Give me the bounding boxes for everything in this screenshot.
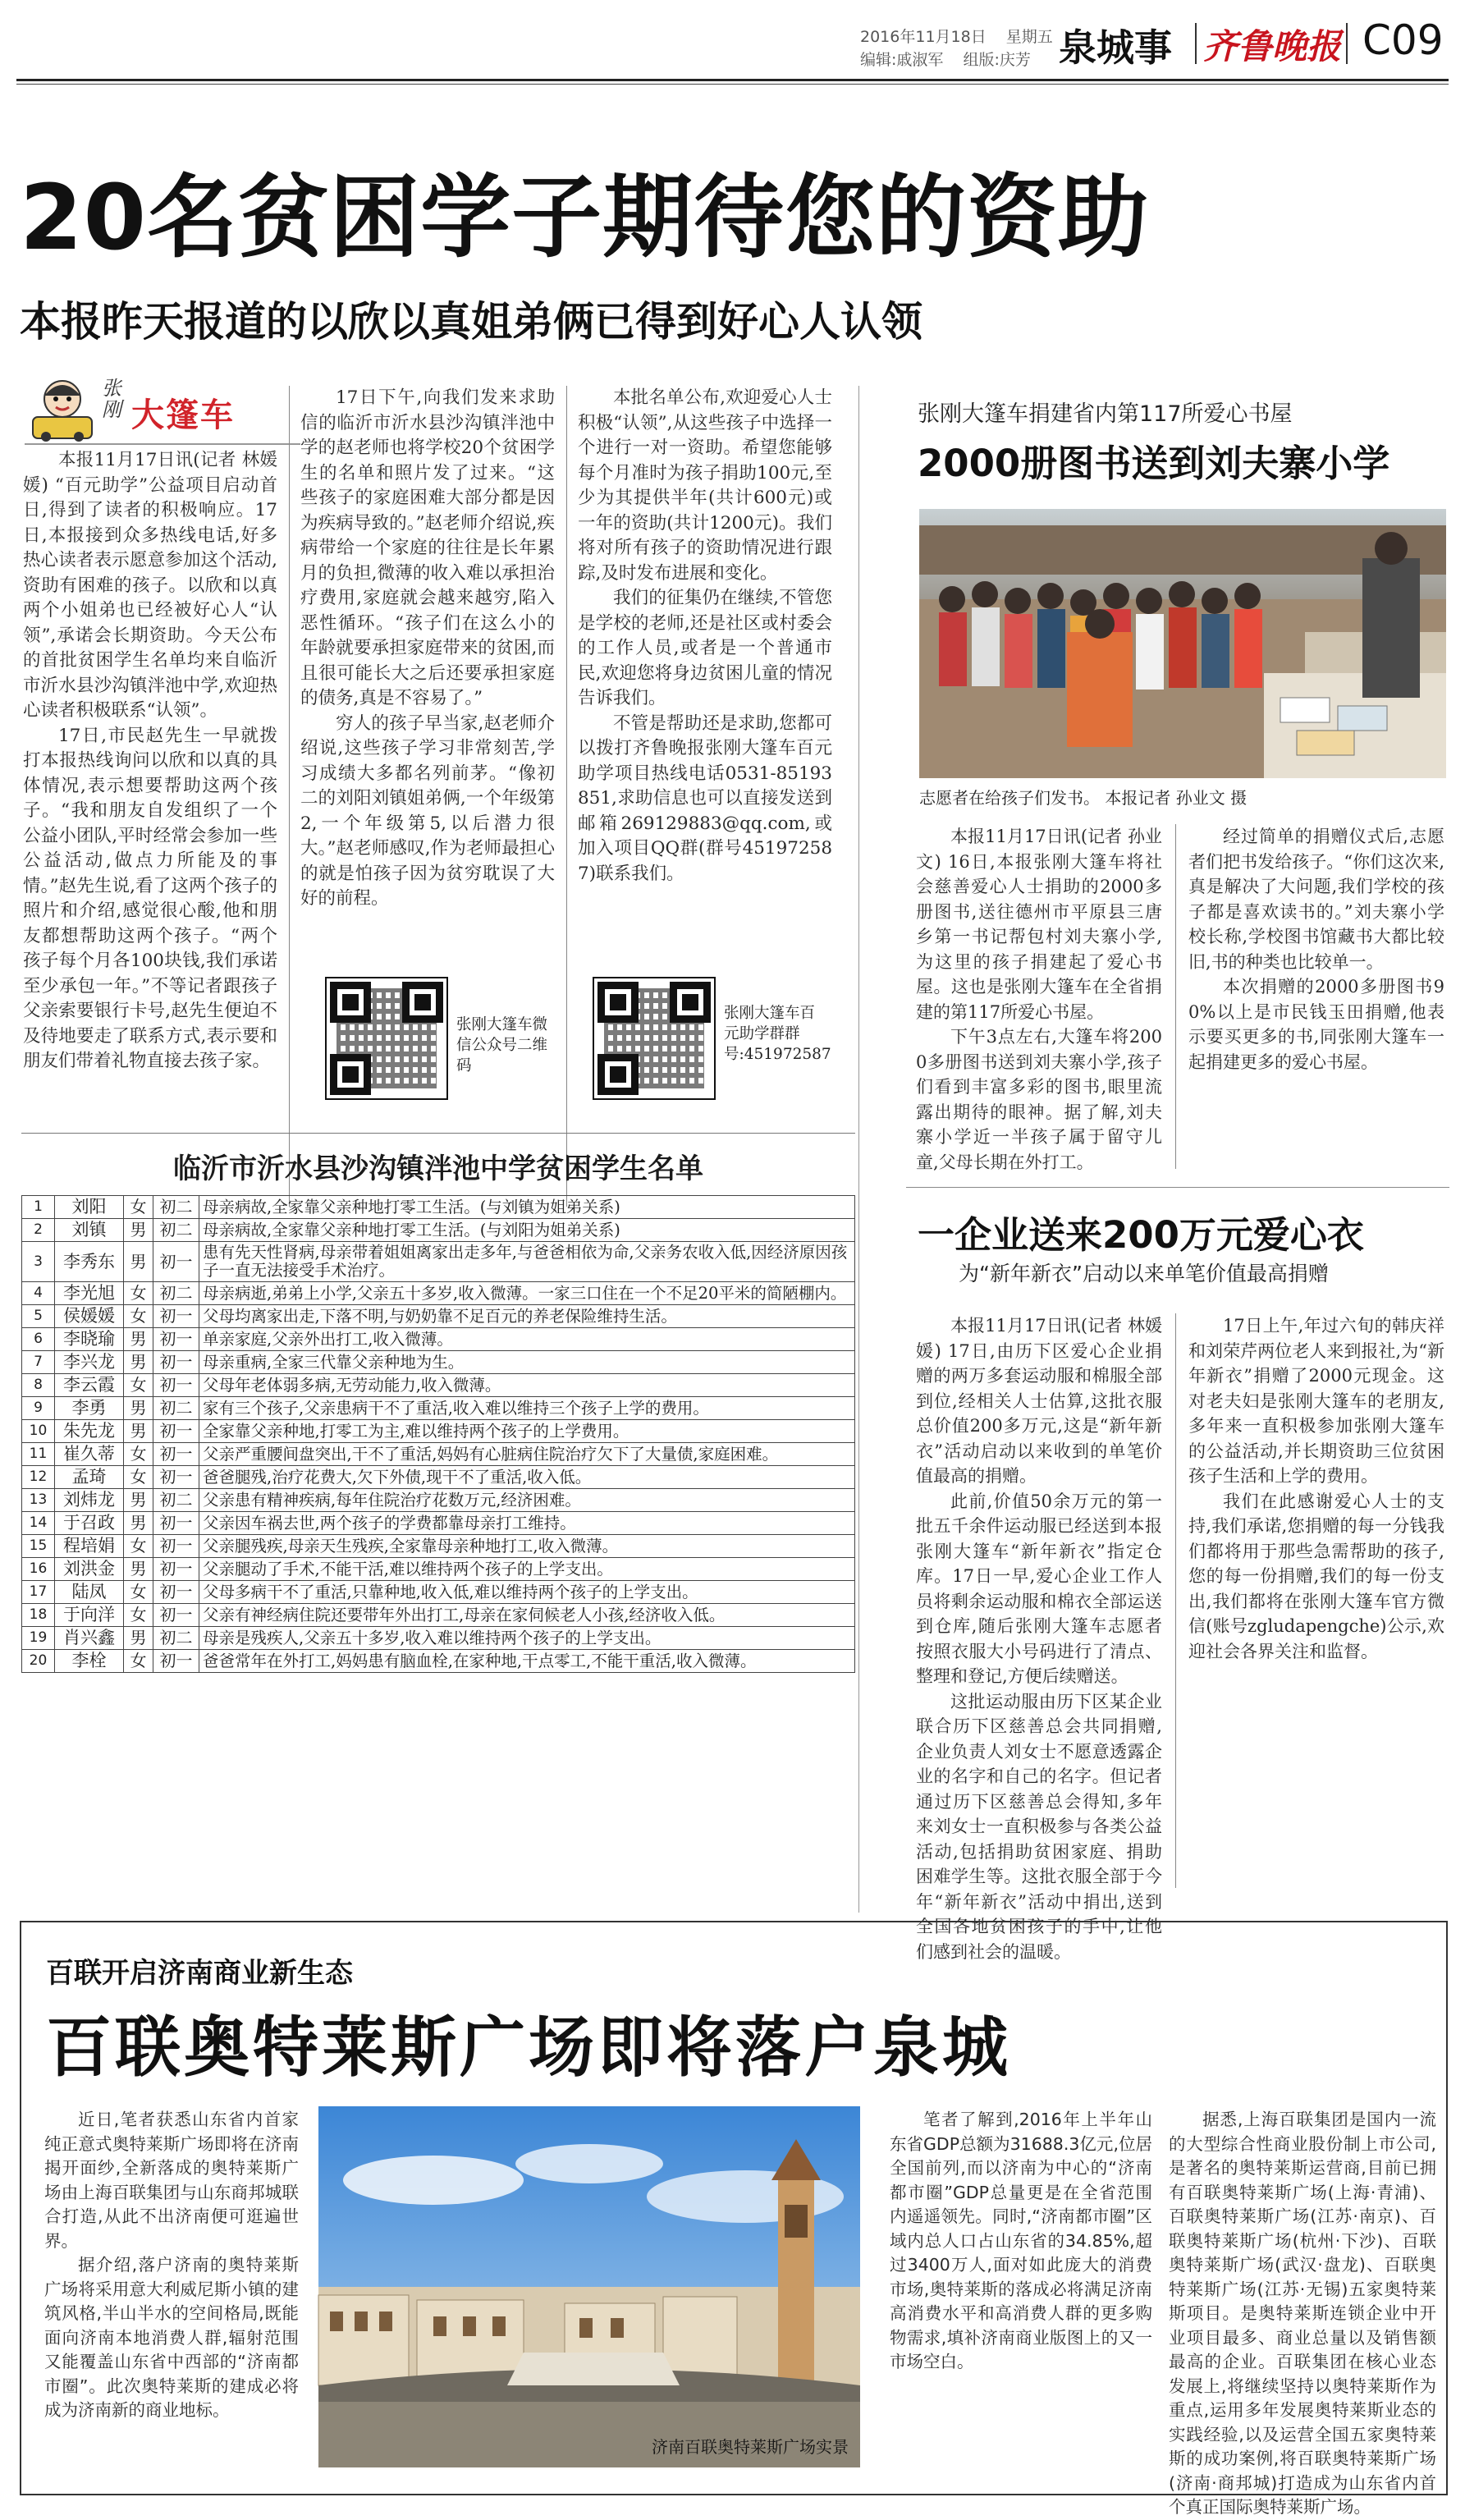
- student-situation: 母亲重病,全家三代靠父亲种地为生。: [199, 1351, 855, 1374]
- table-title: 临沂市沂水县沙沟镇泮池中学贫困学生名单: [173, 1152, 703, 1185]
- student-name: 刘炜龙: [55, 1489, 124, 1512]
- layout-credit: 组版:庆芳: [963, 51, 1031, 69]
- student-name: 李光旭: [55, 1282, 124, 1305]
- student-situation: 父母多病干不了重活,只靠种地,收入低,难以维持两个孩子的上学支出。: [199, 1581, 855, 1604]
- column-brand: 大篷车: [131, 396, 235, 434]
- column-divider: [566, 386, 567, 1207]
- row-number: 11: [22, 1443, 55, 1466]
- story3-col1: [916, 1313, 1162, 1962]
- column-person: 张刚: [102, 377, 121, 421]
- student-grade: 初一: [153, 1305, 199, 1328]
- wechat-qr-caption: 张刚大篷车微信公众号二维码: [456, 1016, 548, 1074]
- story3-para-3: 这批运动服由历下区某企业联合历下区慈善总会共同捐赠,企业负责人刘女士不愿意透露企业的名字和自己的名字。但记者通过历下区慈善总会得知,多年来刘女士一直积极参与各类公益活动,包括捐助贫困家庭、捐助困难学生等。这批衣服全部于今年“新年新衣”活动中捐出,送到全国各地贫困孩子的手中,让他们感到社会的温暖。: [916, 1691, 1162, 1962]
- student-sex: 男: [124, 1351, 153, 1374]
- section-name: 泉城事: [1059, 25, 1172, 70]
- cartoon-avatar-icon: [30, 371, 95, 440]
- story1-col2: [300, 386, 555, 977]
- story1-para-3: 17日下午,向我们发来求助信的临沂市沂水县沙沟镇泮池中学的赵老师也将学校20个贫困学生的名单和照片发了过来。“这些孩子的家庭困难大部分都是因为疾病导致的。”赵老师介绍说,疾病带给一个家庭的往往是长年累月的负担,微薄的收入难以承担治疗费用,家庭就会越来越穷,陷入恶性循环。“孩子们在这么小的年龄就要承担家庭带来的贫困,而且很可能长大之后还要承担家庭的债务,真是不容易了。”: [300, 387, 555, 708]
- ad-photo: [318, 2106, 860, 2467]
- student-name: 肖兴鑫: [55, 1627, 124, 1650]
- table-row: [22, 1512, 855, 1535]
- student-name: 于向洋: [55, 1604, 124, 1627]
- row-number: 15: [22, 1535, 55, 1558]
- ad-kicker: 百联开启济南商业新生态: [46, 1957, 353, 1990]
- story2-title: 2000册图书送到刘夫寨小学: [918, 442, 1390, 485]
- row-number: 6: [22, 1328, 55, 1351]
- story1-col3: [578, 386, 832, 977]
- row-number: 9: [22, 1397, 55, 1420]
- row-number: 1: [22, 1196, 55, 1219]
- ad-col3: [1169, 2108, 1436, 2517]
- student-sex: 男: [124, 1627, 153, 1650]
- student-sex: 女: [124, 1535, 153, 1558]
- student-sex: 女: [124, 1466, 153, 1489]
- student-grade: 初一: [153, 1581, 199, 1604]
- student-grade: 初一: [153, 1374, 199, 1397]
- main-subheadline: 本报昨天报道的以欣以真姐弟俩已得到好心人认领: [20, 298, 922, 346]
- row-number: 12: [22, 1466, 55, 1489]
- row-number: 20: [22, 1650, 55, 1673]
- row-number: 16: [22, 1558, 55, 1581]
- student-grade: 初一: [153, 1242, 199, 1282]
- student-name: 李勇: [55, 1397, 124, 1420]
- student-sex: 男: [124, 1397, 153, 1420]
- student-grade: 初一: [153, 1420, 199, 1443]
- student-situation: 父亲患有精神疾病,每年住院治疗花数万元,经济困难。: [199, 1489, 855, 1512]
- table-row: [22, 1305, 855, 1328]
- wechat-qr-code: [325, 977, 448, 1100]
- row-number: 13: [22, 1489, 55, 1512]
- student-situation: 爸爸常年在外打工,妈妈患有脑血栓,在家种地,干点零工,不能干重活,收入微薄。: [199, 1650, 855, 1673]
- student-name: 李秀东: [55, 1242, 124, 1282]
- student-grade: 初二: [153, 1196, 199, 1219]
- story1-para-5: 本批名单公布,欢迎爱心人士积极“认领”,从这些孩子中选择一个进行一对一资助。希望您能够每个月准时为孩子捐助100元,至少为其提供半年(共计600元)或一年的资助(共计1200元)。我们将对所有孩子的资助情况进行跟踪,及时发布进展和变化。: [578, 387, 832, 584]
- student-sex: 女: [124, 1650, 153, 1673]
- story2-photo: [919, 509, 1446, 778]
- masthead-rule: [16, 79, 1449, 81]
- story2-para-4: 本次捐赠的2000多册图书90%以上是市民钱玉田捐赠,他表示要买更多的书,同张刚大篷车一起捐建更多的爱心书屋。: [1188, 977, 1444, 1072]
- story3-para-1: 本报11月17日讯(记者 林媛媛) 17日,由历下区爱心企业捐赠的两万多套运动服和棉服全部到位,经相关人士估算,这批衣服总价值200多万元,这是“新年新衣”活动启动以来收到的单笔价值最高的捐赠。: [916, 1316, 1162, 1486]
- story2-col2: [1188, 824, 1444, 1169]
- student-name: 刘镇: [55, 1219, 124, 1242]
- student-sex: 女: [124, 1581, 153, 1604]
- student-sex: 男: [124, 1558, 153, 1581]
- student-grade: 初二: [153, 1282, 199, 1305]
- student-name: 侯媛媛: [55, 1305, 124, 1328]
- story2-para-2: 下午3点左右,大篷车将2000多册图书送到刘夫寨小学,孩子们看到丰富多彩的图书,眼里流露出期待的眼神。据了解,刘夫寨小学近一半孩子属于留守儿童,父母长期在外打工。: [916, 1027, 1162, 1172]
- table-row: [22, 1420, 855, 1443]
- row-number: 4: [22, 1282, 55, 1305]
- student-situation: 父亲腿动了手术,不能干活,难以维持两个孩子的上学支出。: [199, 1558, 855, 1581]
- student-grade: 初二: [153, 1627, 199, 1650]
- student-situation: 父亲严重腰间盘突出,干不了重活,妈妈有心脏病住院治疗欠下了大量债,家庭困难。: [199, 1443, 855, 1466]
- ad-photo-caption: 济南百联奥特莱斯广场实景: [652, 2437, 849, 2457]
- table-row: [22, 1219, 855, 1242]
- row-number: 2: [22, 1219, 55, 1242]
- student-sex: 女: [124, 1305, 153, 1328]
- page-number: C09: [1362, 16, 1444, 64]
- student-name: 朱先龙: [55, 1420, 124, 1443]
- story2-col1: [916, 824, 1162, 1172]
- student-grade: 初一: [153, 1558, 199, 1581]
- student-grade: 初一: [153, 1328, 199, 1351]
- story3-subtitle: 为“新年新衣”启动以来单笔价值最高捐赠: [959, 1262, 1329, 1285]
- qq-group-qr-caption: 张刚大篷车百元助学群群号:451972587: [724, 1005, 831, 1063]
- table-row: [22, 1558, 855, 1581]
- student-situation: 母亲病故,全家靠父亲种地打零工生活。(与刘镇为姐弟关系): [199, 1196, 855, 1219]
- story1-para-1: 本报11月17日讯(记者 林媛媛) “百元助学”公益项目启动首日,得到了读者的积极响应。17日,本报接到众多热线电话,好多热心读者表示愿意参加这个活动,资助有困难的孩子。以欣和以真两个小姐弟也已经被好心人“认领”,承诺会长期资助。今天公布的首批贫困学生名单均来自临沂市沂水县沙沟镇泮池中学,欢迎热心读者积极联系“认领”。: [23, 450, 277, 721]
- student-sex: 女: [124, 1282, 153, 1305]
- ad-para-4: 据悉,上海百联集团是国内一流的大型综合性商业股份制上市公司,是著名的奥特莱斯运营商,目前已拥有百联奥特莱斯广场(上海·青浦)、百联奥特莱斯广场(江苏·南京)、百联奥特莱斯广场(杭州·下沙)、百联奥特莱斯广场(武汉·盘龙)、百联奥特莱斯广场(江苏·无锡)五家奥特莱斯项目。是奥特莱斯连锁企业中开业项目最多、商业总量以及销售额最高的企业。百联集团在核心业态发展上,将继续坚持以奥特莱斯作为重点,运用多年发展奥特莱斯业态的实践经验,以及运营全国五家奥特莱斯的成功案例,将百联奥特莱斯广场(济南·商邦城)打造成为山东省内首个真正国际奥特莱斯广场。: [1169, 2110, 1436, 2517]
- student-situation: 父亲腿残疾,母亲天生残疾,全家靠母亲种地打工,收入微薄。: [199, 1535, 855, 1558]
- student-table: [21, 1195, 855, 1673]
- row-number: 17: [22, 1581, 55, 1604]
- masthead: [0, 0, 1465, 82]
- student-situation: 父母年老体弱多病,无劳动能力,收入微薄。: [199, 1374, 855, 1397]
- masthead-divider-2: [1346, 23, 1348, 64]
- table-row: [22, 1466, 855, 1489]
- table-row: [22, 1627, 855, 1650]
- story3-para-4: 17日上午,年过六旬的韩庆祥和刘荣芹两位老人来到报社,为“新年新衣”捐赠了2000元现金。这对老夫妇是张刚大篷车的老朋友,多年来一直积极参加张刚大篷车的公益活动,并长期资助三位贫困孩子生活和上学的费用。: [1188, 1316, 1444, 1486]
- ad-para-1: 近日,笔者获悉山东省内首家纯正意式奥特莱斯广场即将在济南揭开面纱,全新落成的奥特莱斯广场由上海百联集团与山东商邦城联合打造,从此不出济南便可逛遍世界。: [44, 2110, 299, 2251]
- student-situation: 父亲因车祸去世,两个孩子的学费都靠母亲打工维持。: [199, 1512, 855, 1535]
- student-sex: 男: [124, 1242, 153, 1282]
- student-name: 孟琦: [55, 1466, 124, 1489]
- row-number: 19: [22, 1627, 55, 1650]
- student-grade: 初二: [153, 1397, 199, 1420]
- student-situation: 全家靠父亲种地,打零工为主,难以维持两个孩子的上学费用。: [199, 1420, 855, 1443]
- student-situation: 爸爸腿残,治疗花费大,欠下外债,现干不了重活,收入低。: [199, 1466, 855, 1489]
- row-number: 18: [22, 1604, 55, 1627]
- student-name: 李晓瑜: [55, 1328, 124, 1351]
- paper-logo: 齐鲁晚报: [1203, 26, 1342, 66]
- student-grade: 初一: [153, 1351, 199, 1374]
- ad-col2: [890, 2108, 1152, 2486]
- table-row: [22, 1604, 855, 1627]
- story2-kicker: 张刚大篷车捐建省内第117所爱心书屋: [918, 401, 1293, 427]
- table-row: [22, 1196, 855, 1219]
- student-grade: 初二: [153, 1219, 199, 1242]
- student-sex: 女: [124, 1443, 153, 1466]
- column-divider: [1175, 824, 1176, 1169]
- student-name: 刘阳: [55, 1196, 124, 1219]
- table-row: [22, 1443, 855, 1466]
- student-name: 李栓: [55, 1650, 124, 1673]
- section-divider: [858, 386, 859, 1913]
- story2-para-1: 本报11月17日讯(记者 孙业文) 16日,本报张刚大篷车将社会慈善爱心人士捐助的2000多册图书,送往德州市平原县三唐乡第一书记帮包村刘夫寨小学,为这里的孩子捐建起了爱心书屋。这也是张刚大篷车在全省捐建的第117所爱心书屋。: [916, 827, 1162, 1022]
- issue-date: 2016年11月18日: [860, 28, 987, 46]
- table-row: [22, 1282, 855, 1305]
- table-top-rule: [21, 1133, 855, 1134]
- student-situation: 母亲病逝,弟弟上小学,父亲五十多岁,收入微薄。一家三口住在一个不足20平米的简陋棚内。: [199, 1282, 855, 1305]
- student-name: 于召政: [55, 1512, 124, 1535]
- student-grade: 初一: [153, 1535, 199, 1558]
- column-logo: [30, 368, 300, 442]
- masthead-rule-thin: [16, 84, 1449, 85]
- row-number: 3: [22, 1242, 55, 1282]
- story1-para-4: 穷人的孩子早当家,赵老师介绍说,这些孩子学习非常刻苦,学习成绩大多都名列前茅。“像初二的刘阳刘镇姐弟俩,一个年级第2,一个年级第5,以后潜力很大。”赵老师感叹,作为老师最担心的就是怕孩子因为贫穷耽误了大好的前程。: [300, 712, 555, 909]
- column-divider: [1175, 1313, 1176, 1888]
- row-number: 8: [22, 1374, 55, 1397]
- student-name: 陆凤: [55, 1581, 124, 1604]
- student-sex: 女: [124, 1196, 153, 1219]
- table-row: [22, 1397, 855, 1420]
- story3-para-2: 此前,价值50余万元的第一批五千余件运动服已经送到本报张刚大篷车“新年新衣”指定仓库。17日一早,爱心企业工作人员将剩余运动服和棉衣全部运送到仓库,随后张刚大篷车志愿者按照衣服大小号码进行了清点、整理和登记,方便后续赠送。: [916, 1491, 1162, 1686]
- column-divider: [289, 386, 290, 1207]
- table-row: [22, 1374, 855, 1397]
- table-row: [22, 1650, 855, 1673]
- student-name: 李云霞: [55, 1374, 124, 1397]
- student-situation: 父亲有神经病住院还要带年外出打工,母亲在家伺候老人小孩,经济收入低。: [199, 1604, 855, 1627]
- student-sex: 男: [124, 1420, 153, 1443]
- qq-group-qr-code: [593, 977, 716, 1100]
- table-row: [22, 1535, 855, 1558]
- student-situation: 患有先天性肾病,母亲带着姐姐离家出走多年,与爸爸相依为命,父亲务农收入低,因经济原因孩子一直无法接受手术治疗。: [199, 1242, 855, 1282]
- student-name: 刘洪金: [55, 1558, 124, 1581]
- student-grade: 初一: [153, 1443, 199, 1466]
- story3-title: 一企业送来200万元爱心衣: [918, 1213, 1364, 1257]
- student-sex: 男: [124, 1328, 153, 1351]
- story2-para-3: 经过简单的捐赠仪式后,志愿者们把书发给孩子。“你们这次来,真是解决了大问题,我们学校的孩子都是喜欢读书的。”刘夫寨小学校长称,学校图书馆藏书大都比较旧,书的种类也比较单一。: [1188, 827, 1444, 972]
- story1-para-7: 不管是帮助还是求助,您都可以拨打齐鲁晚报张刚大篷车百元助学项目热线电话0531-85193851,求助信息也可以直接发送到邮箱269129883@qq.com,或加入项目QQ群(群号451972587)联系我们。: [578, 712, 832, 884]
- column-logo-rule: [25, 443, 300, 445]
- student-sex: 女: [124, 1374, 153, 1397]
- student-sex: 男: [124, 1219, 153, 1242]
- story1-col1: [23, 448, 277, 1212]
- student-name: 李兴龙: [55, 1351, 124, 1374]
- ad-para-3: 笔者了解到,2016年上半年山东省GDP总额为31688.3亿元,位居全国前列,而以济南为中心的“济南都市圈”GDP总量更是在全省范围内遥遥领先。同时,“济南都市圈”区域内总人口占山东省的34.85%,超过3400万人,面对如此庞大的消费市场,奥特莱斯的落成必将满足济南高消费水平和高消费人群的更多购物需求,填补济南商业版图上的又一市场空白。: [890, 2110, 1152, 2371]
- student-grade: 初一: [153, 1604, 199, 1627]
- student-situation: 母亲是残疾人,父亲五十多岁,收入难以维持两个孩子的上学支出。: [199, 1627, 855, 1650]
- row-number: 10: [22, 1420, 55, 1443]
- table-row: [22, 1328, 855, 1351]
- editor-credit: 编辑:戚淑军: [860, 51, 944, 69]
- student-grade: 初二: [153, 1489, 199, 1512]
- story3-para-5: 我们在此感谢爱心人士的支持,我们承诺,您捐赠的每一分钱我们都将用于那些急需帮助的孩子,您的每一份捐赠,我们的每一份支出,我们都将在张刚大篷车官方微信(账号zgludapengche)公示,欢迎社会各界关注和监督。: [1188, 1491, 1444, 1661]
- student-situation: 单亲家庭,父亲外出打工,收入微薄。: [199, 1328, 855, 1351]
- table-row: [22, 1242, 855, 1282]
- student-sex: 男: [124, 1489, 153, 1512]
- table-row: [22, 1351, 855, 1374]
- table-row: [22, 1581, 855, 1604]
- story1-para-6: 我们的征集仍在继续,不管您是学校的老师,还是社区或村委会的工作人员,或者是一个普通市民,欢迎您将身边贫困儿童的情况告诉我们。: [578, 588, 832, 708]
- story2-photo-caption: 志愿者在给孩子们发书。 本报记者 孙业文 摄: [919, 788, 1248, 808]
- story3-top-rule: [906, 1187, 1449, 1188]
- masthead-divider: [1195, 23, 1197, 64]
- student-situation: 母亲病故,全家靠父亲种地打零工生活。(与刘阳为姐弟关系): [199, 1219, 855, 1242]
- row-number: 7: [22, 1351, 55, 1374]
- row-number: 5: [22, 1305, 55, 1328]
- main-headline: 20名贫困学子期待您的资助: [20, 165, 1150, 270]
- student-sex: 男: [124, 1512, 153, 1535]
- ad-title: 百联奥特莱斯广场即将落户泉城: [46, 2009, 1011, 2086]
- row-number: 14: [22, 1512, 55, 1535]
- student-situation: 父母均离家出走,下落不明,与奶奶靠不足百元的养老保险维持生活。: [199, 1305, 855, 1328]
- story3-col2: [1188, 1313, 1444, 1888]
- student-situation: 家有三个孩子,父亲患病干不了重活,收入难以维持三个孩子上学的费用。: [199, 1397, 855, 1420]
- student-name: 程培娟: [55, 1535, 124, 1558]
- student-grade: 初一: [153, 1466, 199, 1489]
- issue-weekday: 星期五: [1005, 28, 1053, 46]
- story1-para-2: 17日,市民赵先生一早就拨打本报热线询问以欣和以真的具体情况,表示想要帮助这两个孩子。“我和朋友自发组织了一个公益小团队,平时经常会参加一些公益活动,做点力所能及的事情。”赵先生说,看了这两个孩子的照片和介绍,感觉很心酸,他和朋友都想帮助这两个孩子。“两个孩子每个月各100块钱,我们承诺至少承包一年。”不等记者跟孩子父亲索要银行卡号,赵先生便迫不及待地要走了联系方式,表示要和朋友们带着礼物直接去孩子家。: [23, 725, 277, 1071]
- ad-col1: [44, 2108, 299, 2486]
- student-grade: 初一: [153, 1512, 199, 1535]
- student-name: 崔久蒂: [55, 1443, 124, 1466]
- ad-para-2: 据介绍,落户济南的奥特莱斯广场将采用意大利威尼斯小镇的建筑风格,半山半水的空间格局,既能面向济南本地消费人群,辐射范围又能覆盖山东省中西部的“济南都市圈”。此次奥特莱斯的建成必将成为济南新的商业地标。: [44, 2255, 299, 2420]
- table-row: [22, 1489, 855, 1512]
- student-sex: 女: [124, 1604, 153, 1627]
- student-grade: 初一: [153, 1650, 199, 1673]
